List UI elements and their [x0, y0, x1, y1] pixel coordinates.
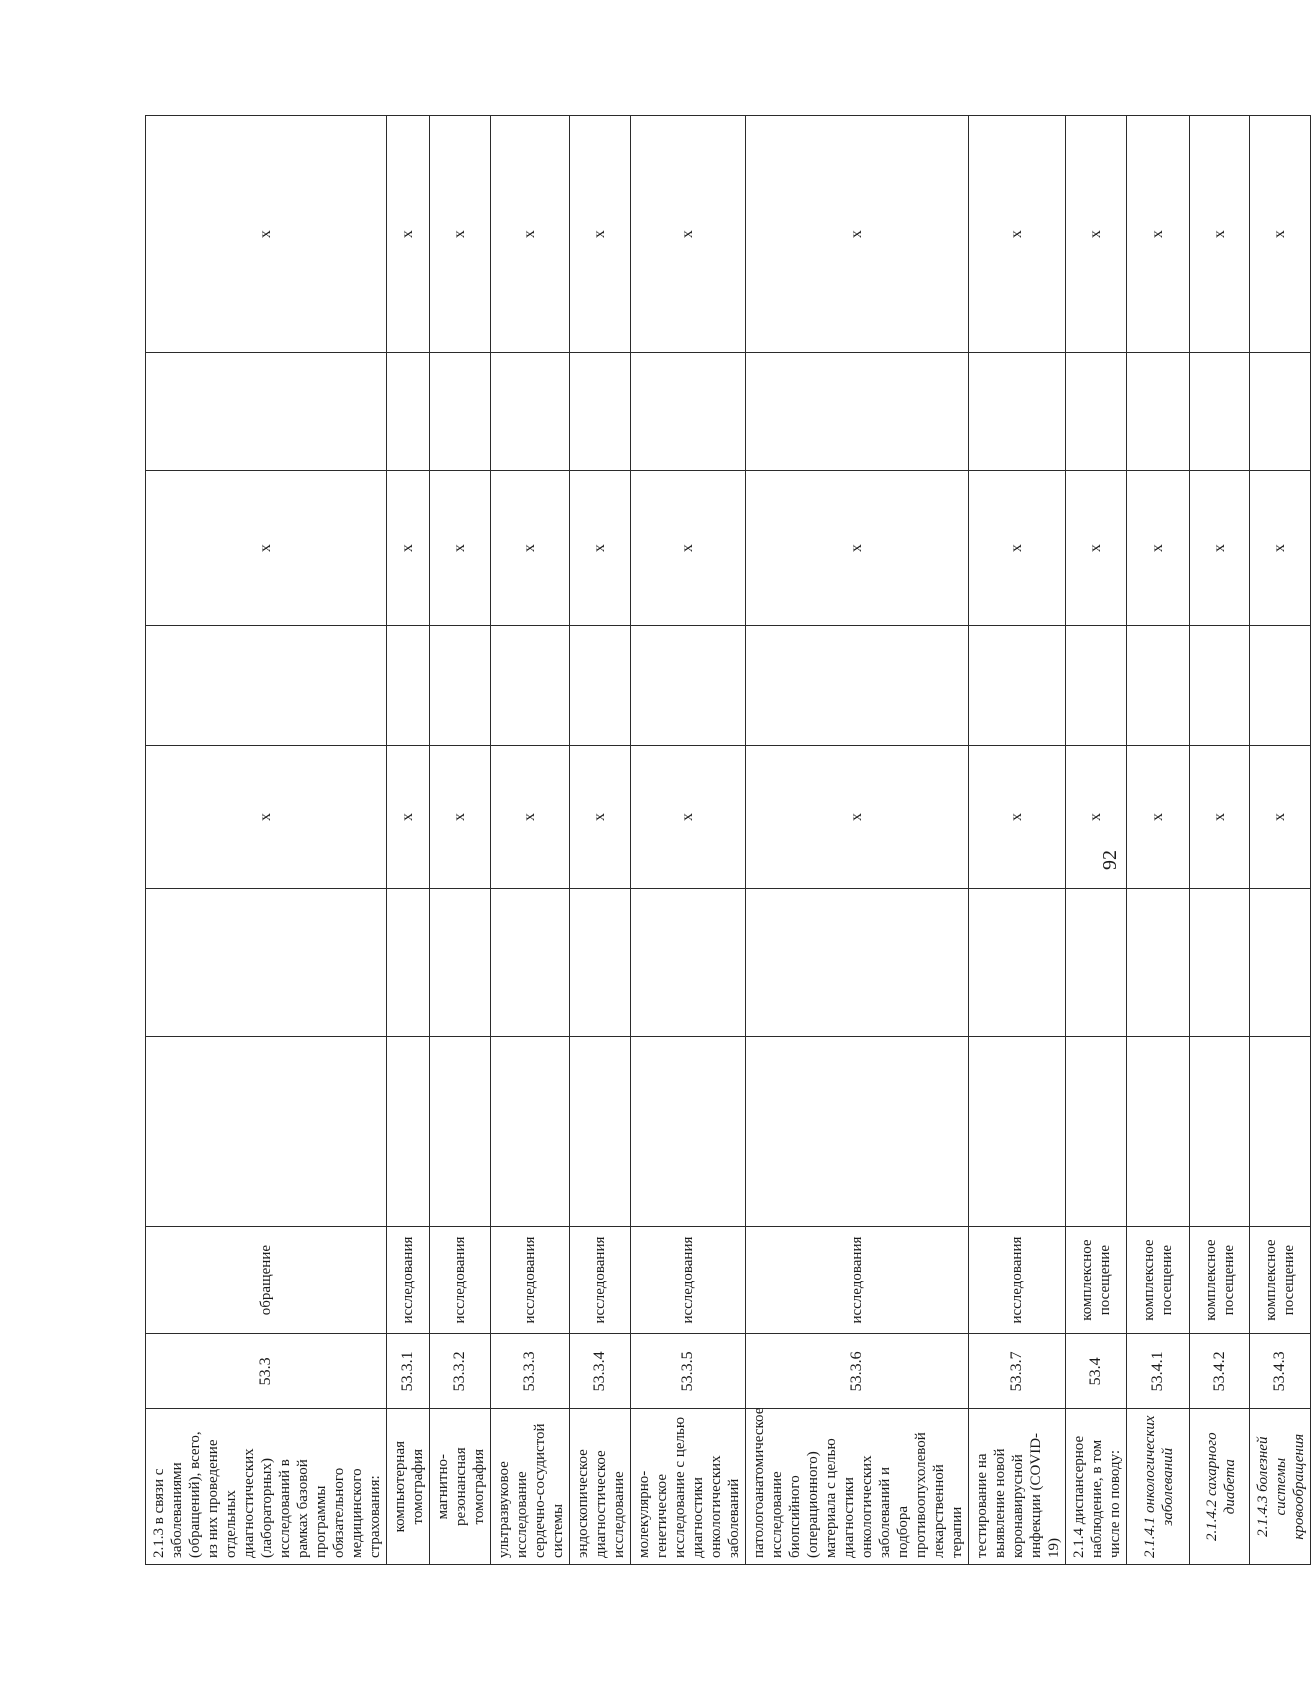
row-cell: [969, 353, 1066, 471]
table-row: [1127, 116, 1190, 1565]
row-cell: [387, 353, 430, 471]
page-number: 92: [1099, 850, 1121, 870]
row-unit: исследования: [570, 1226, 631, 1333]
row-code: 53.3.3: [491, 1334, 570, 1409]
row-name: ультразвуковое исследование сердечно-сосудистой системы: [491, 1409, 570, 1565]
row-cell: [746, 625, 969, 745]
row-cell: [491, 888, 570, 1036]
row-cell: [146, 1036, 387, 1226]
row-cell: [1250, 888, 1311, 1036]
row-cell: [146, 353, 387, 471]
row-code: 53.4.3: [1250, 1334, 1311, 1409]
row-cell: [570, 353, 631, 471]
row-cell: х: [430, 746, 491, 889]
row-cell: х: [387, 116, 430, 353]
row-cell: [1066, 353, 1127, 471]
row-cell: х: [146, 471, 387, 626]
row-code: 53.3.2: [430, 1334, 491, 1409]
row-cell: [570, 625, 631, 745]
row-cell: [746, 353, 969, 471]
row-name: молекулярно-генетическое исследование с целью диагностики онкологических заболеваний: [631, 1409, 746, 1565]
row-unit: обращение: [146, 1226, 387, 1333]
row-unit: комплексное посещение: [1127, 1226, 1190, 1333]
row-code: 53.3.5: [631, 1334, 746, 1409]
row-cell: х: [570, 116, 631, 353]
row-cell: [969, 888, 1066, 1036]
row-name: эндоскопическое диагностическое исследование: [570, 1409, 631, 1565]
row-cell: [1127, 353, 1190, 471]
row-cell: [1190, 625, 1250, 745]
row-cell: [387, 1036, 430, 1226]
row-cell: [1190, 888, 1250, 1036]
row-cell: х: [491, 746, 570, 889]
row-cell: х: [1127, 471, 1190, 626]
row-cell: [146, 625, 387, 745]
row-cell: [631, 625, 746, 745]
row-cell: х: [1250, 746, 1311, 889]
row-name: 2.1.4.2 сахарного диабета: [1190, 1409, 1250, 1565]
row-name: компьютерная томография: [387, 1409, 430, 1565]
table-row: [631, 116, 746, 1565]
row-cell: [430, 888, 491, 1036]
row-cell: х: [969, 116, 1066, 353]
row-cell: х: [746, 116, 969, 353]
row-code: 53.3.6: [746, 1334, 969, 1409]
row-cell: х: [631, 116, 746, 353]
row-cell: х: [1250, 116, 1311, 353]
table-row: [491, 116, 570, 1565]
row-cell: [746, 888, 969, 1036]
row-cell: х: [1127, 746, 1190, 889]
row-name: тестирование на выявление новой коронавирусной инфекции (COVID-19): [969, 1409, 1066, 1565]
row-unit: комплексное посещение: [1066, 1226, 1127, 1333]
row-cell: х: [969, 746, 1066, 889]
row-cell: [631, 888, 746, 1036]
row-cell: х: [430, 471, 491, 626]
row-unit: исследования: [969, 1226, 1066, 1333]
row-cell: [491, 1036, 570, 1226]
row-cell: х: [969, 471, 1066, 626]
row-cell: [387, 888, 430, 1036]
table-row: [969, 116, 1066, 1565]
table-row: [387, 116, 430, 1565]
row-name: магнитно-резонансная томография: [430, 1409, 491, 1565]
row-cell: [430, 1036, 491, 1226]
row-cell: [969, 1036, 1066, 1226]
row-code: 53.3.1: [387, 1334, 430, 1409]
row-unit: исследования: [387, 1226, 430, 1333]
row-unit: комплексное посещение: [1190, 1226, 1250, 1333]
row-unit: исследования: [746, 1226, 969, 1333]
row-cell: [1066, 888, 1127, 1036]
row-cell: х: [387, 746, 430, 889]
table-row: [570, 116, 631, 1565]
row-cell: х: [491, 471, 570, 626]
row-cell: х: [491, 116, 570, 353]
row-code: 53.4.2: [1190, 1334, 1250, 1409]
table-row: [1250, 116, 1311, 1565]
row-name: 2.1.4.3 болезней системы кровообращения: [1250, 1409, 1311, 1565]
row-cell: х: [1190, 116, 1250, 353]
row-unit: исследования: [430, 1226, 491, 1333]
row-cell: х: [1066, 746, 1127, 889]
row-cell: [1250, 625, 1311, 745]
row-code: 53.3: [146, 1334, 387, 1409]
table-row: [146, 116, 387, 1565]
row-cell: х: [570, 471, 631, 626]
row-cell: х: [430, 116, 491, 353]
row-cell: [491, 625, 570, 745]
row-code: 53.4.1: [1127, 1334, 1190, 1409]
row-cell: [631, 1036, 746, 1226]
row-cell: [969, 625, 1066, 745]
row-cell: х: [1190, 471, 1250, 626]
row-cell: [491, 353, 570, 471]
row-cell: [1127, 888, 1190, 1036]
row-cell: [631, 353, 746, 471]
row-cell: х: [631, 471, 746, 626]
row-cell: х: [570, 746, 631, 889]
row-cell: [1127, 625, 1190, 745]
row-code: 53.3.4: [570, 1334, 631, 1409]
row-cell: х: [387, 471, 430, 626]
row-cell: х: [146, 116, 387, 353]
row-cell: [387, 625, 430, 745]
row-code: 53.3.7: [969, 1334, 1066, 1409]
row-cell: [1250, 353, 1311, 471]
row-unit: исследования: [631, 1226, 746, 1333]
table-row: [430, 116, 491, 1565]
row-name: 2.1.4 диспансерное наблюдение, в том числе по поводу:: [1066, 1409, 1127, 1565]
table-row: [746, 116, 969, 1565]
row-cell: [1066, 625, 1127, 745]
row-name: патологоанатомическое исследование биопсийного (операционного) материала с целью диагностики онкологических заболеваний и подбора противоопухолевой лекарственной терапии: [746, 1409, 969, 1565]
row-cell: [1066, 1036, 1127, 1226]
row-cell: [430, 625, 491, 745]
row-cell: [570, 1036, 631, 1226]
row-cell: [1190, 353, 1250, 471]
row-cell: х: [1066, 116, 1127, 353]
row-cell: х: [1127, 116, 1190, 353]
row-cell: х: [1250, 471, 1311, 626]
row-unit: комплексное посещение: [1250, 1226, 1311, 1333]
row-cell: [1250, 1036, 1311, 1226]
row-cell: [746, 1036, 969, 1226]
table-row: [1190, 116, 1250, 1565]
row-cell: х: [746, 471, 969, 626]
row-name: 2.1.4.1 онкологических заболеваний: [1127, 1409, 1190, 1565]
row-cell: [146, 888, 387, 1036]
row-cell: х: [1190, 746, 1250, 889]
row-cell: [1190, 1036, 1250, 1226]
row-cell: х: [631, 746, 746, 889]
row-name: 2.1.3 в связи с заболеваниями (обращений), всего, из них проведение отдельных диагностических (лабораторных) исследований в рамках базовой программы обязательного медицинского страхования:: [146, 1409, 387, 1565]
data-table: [145, 115, 1311, 1565]
row-cell: х: [746, 746, 969, 889]
row-cell: [430, 353, 491, 471]
row-cell: х: [1066, 471, 1127, 626]
row-unit: исследования: [491, 1226, 570, 1333]
row-cell: [1127, 1036, 1190, 1226]
row-cell: х: [146, 746, 387, 889]
row-code: 53.4: [1066, 1334, 1127, 1409]
row-cell: [570, 888, 631, 1036]
